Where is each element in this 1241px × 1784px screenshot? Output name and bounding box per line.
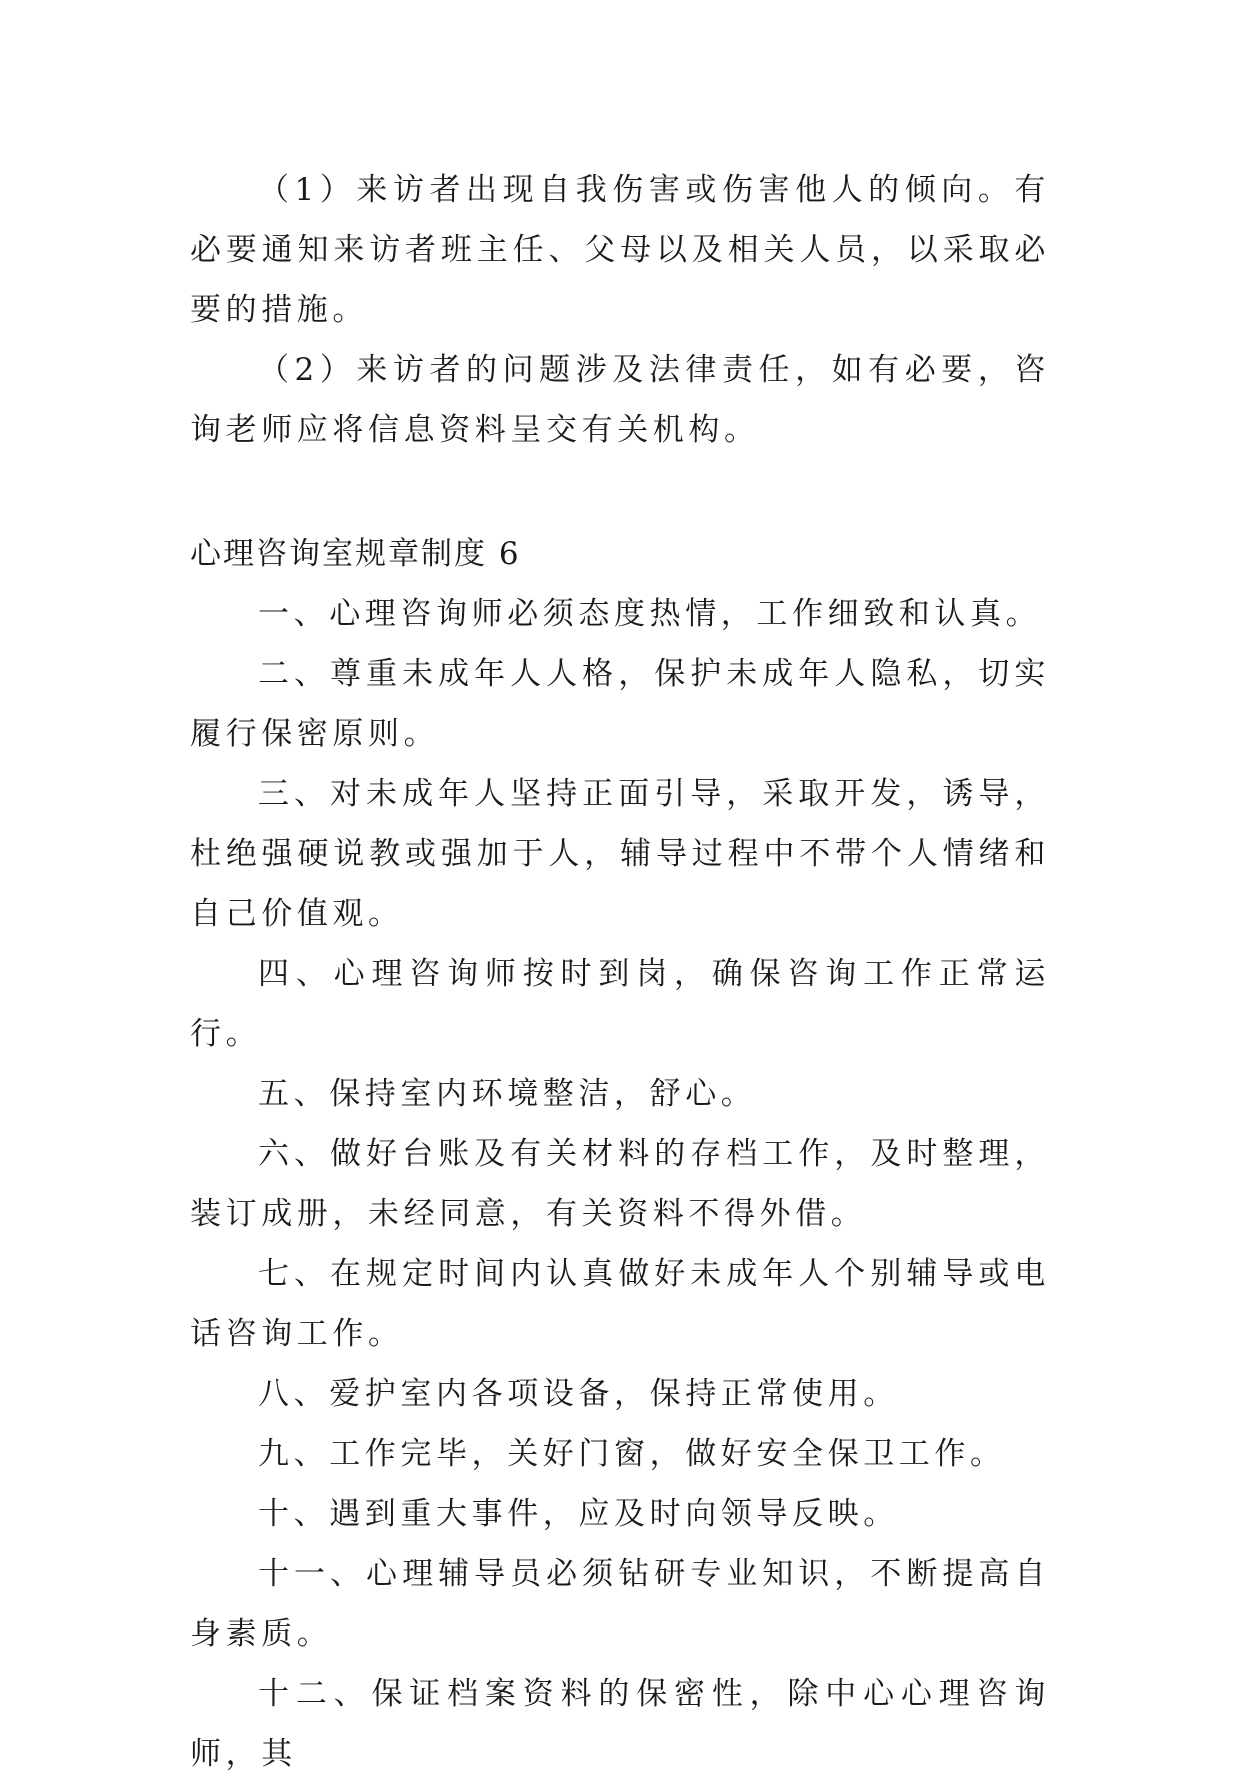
rule-10: 十、遇到重大事件，应及时向领导反映。 <box>258 1496 899 1532</box>
intro-paragraph-2: （2）来访者的问题涉及法律责任，如有必要，咨询老师应将信息资料呈交有关机构。 <box>190 352 1050 448</box>
section-title: 心理咨询室规章制度 6 <box>190 536 521 572</box>
rule-4: 四、心理咨询师按时到岗，确保咨询工作正常运行。 <box>190 956 1050 1052</box>
rule-1: 一、心理咨询师必须态度热情，工作细致和认真。 <box>258 596 1042 632</box>
rule-2: 二、尊重未成年人人格，保护未成年人隐私，切实履行保密原则。 <box>190 656 1050 752</box>
document-body <box>190 160 1050 1784</box>
rule-3: 三、对未成年人坚持正面引导，采取开发，诱导，杜绝强硬说教或强加于人，辅导过程中不带个人情绪和自己价值观。 <box>190 776 1050 932</box>
rule-8: 八、爱护室内各项设备，保持正常使用。 <box>258 1376 899 1412</box>
rule-7: 七、在规定时间内认真做好未成年人个别辅导或电话咨询工作。 <box>190 1256 1050 1352</box>
rule-9: 九、工作完毕，关好门窗，做好安全保卫工作。 <box>258 1436 1006 1472</box>
rule-5: 五、保持室内环境整洁，舒心。 <box>258 1076 757 1112</box>
rule-11: 十一、心理辅导员必须钻研专业知识，不断提高自身素质。 <box>190 1556 1050 1652</box>
intro-paragraph-1: （1）来访者出现自我伤害或伤害他人的倾向。有必要通知来访者班主任、父母以及相关人员，以采取必要的措施。 <box>190 172 1050 328</box>
rule-6: 六、做好台账及有关材料的存档工作，及时整理，装订成册，未经同意，有关资料不得外借。 <box>190 1136 1050 1232</box>
section-spacer <box>190 460 1050 524</box>
rule-12: 十二、保证档案资料的保密性，除中心心理咨询师，其 <box>190 1676 1050 1772</box>
